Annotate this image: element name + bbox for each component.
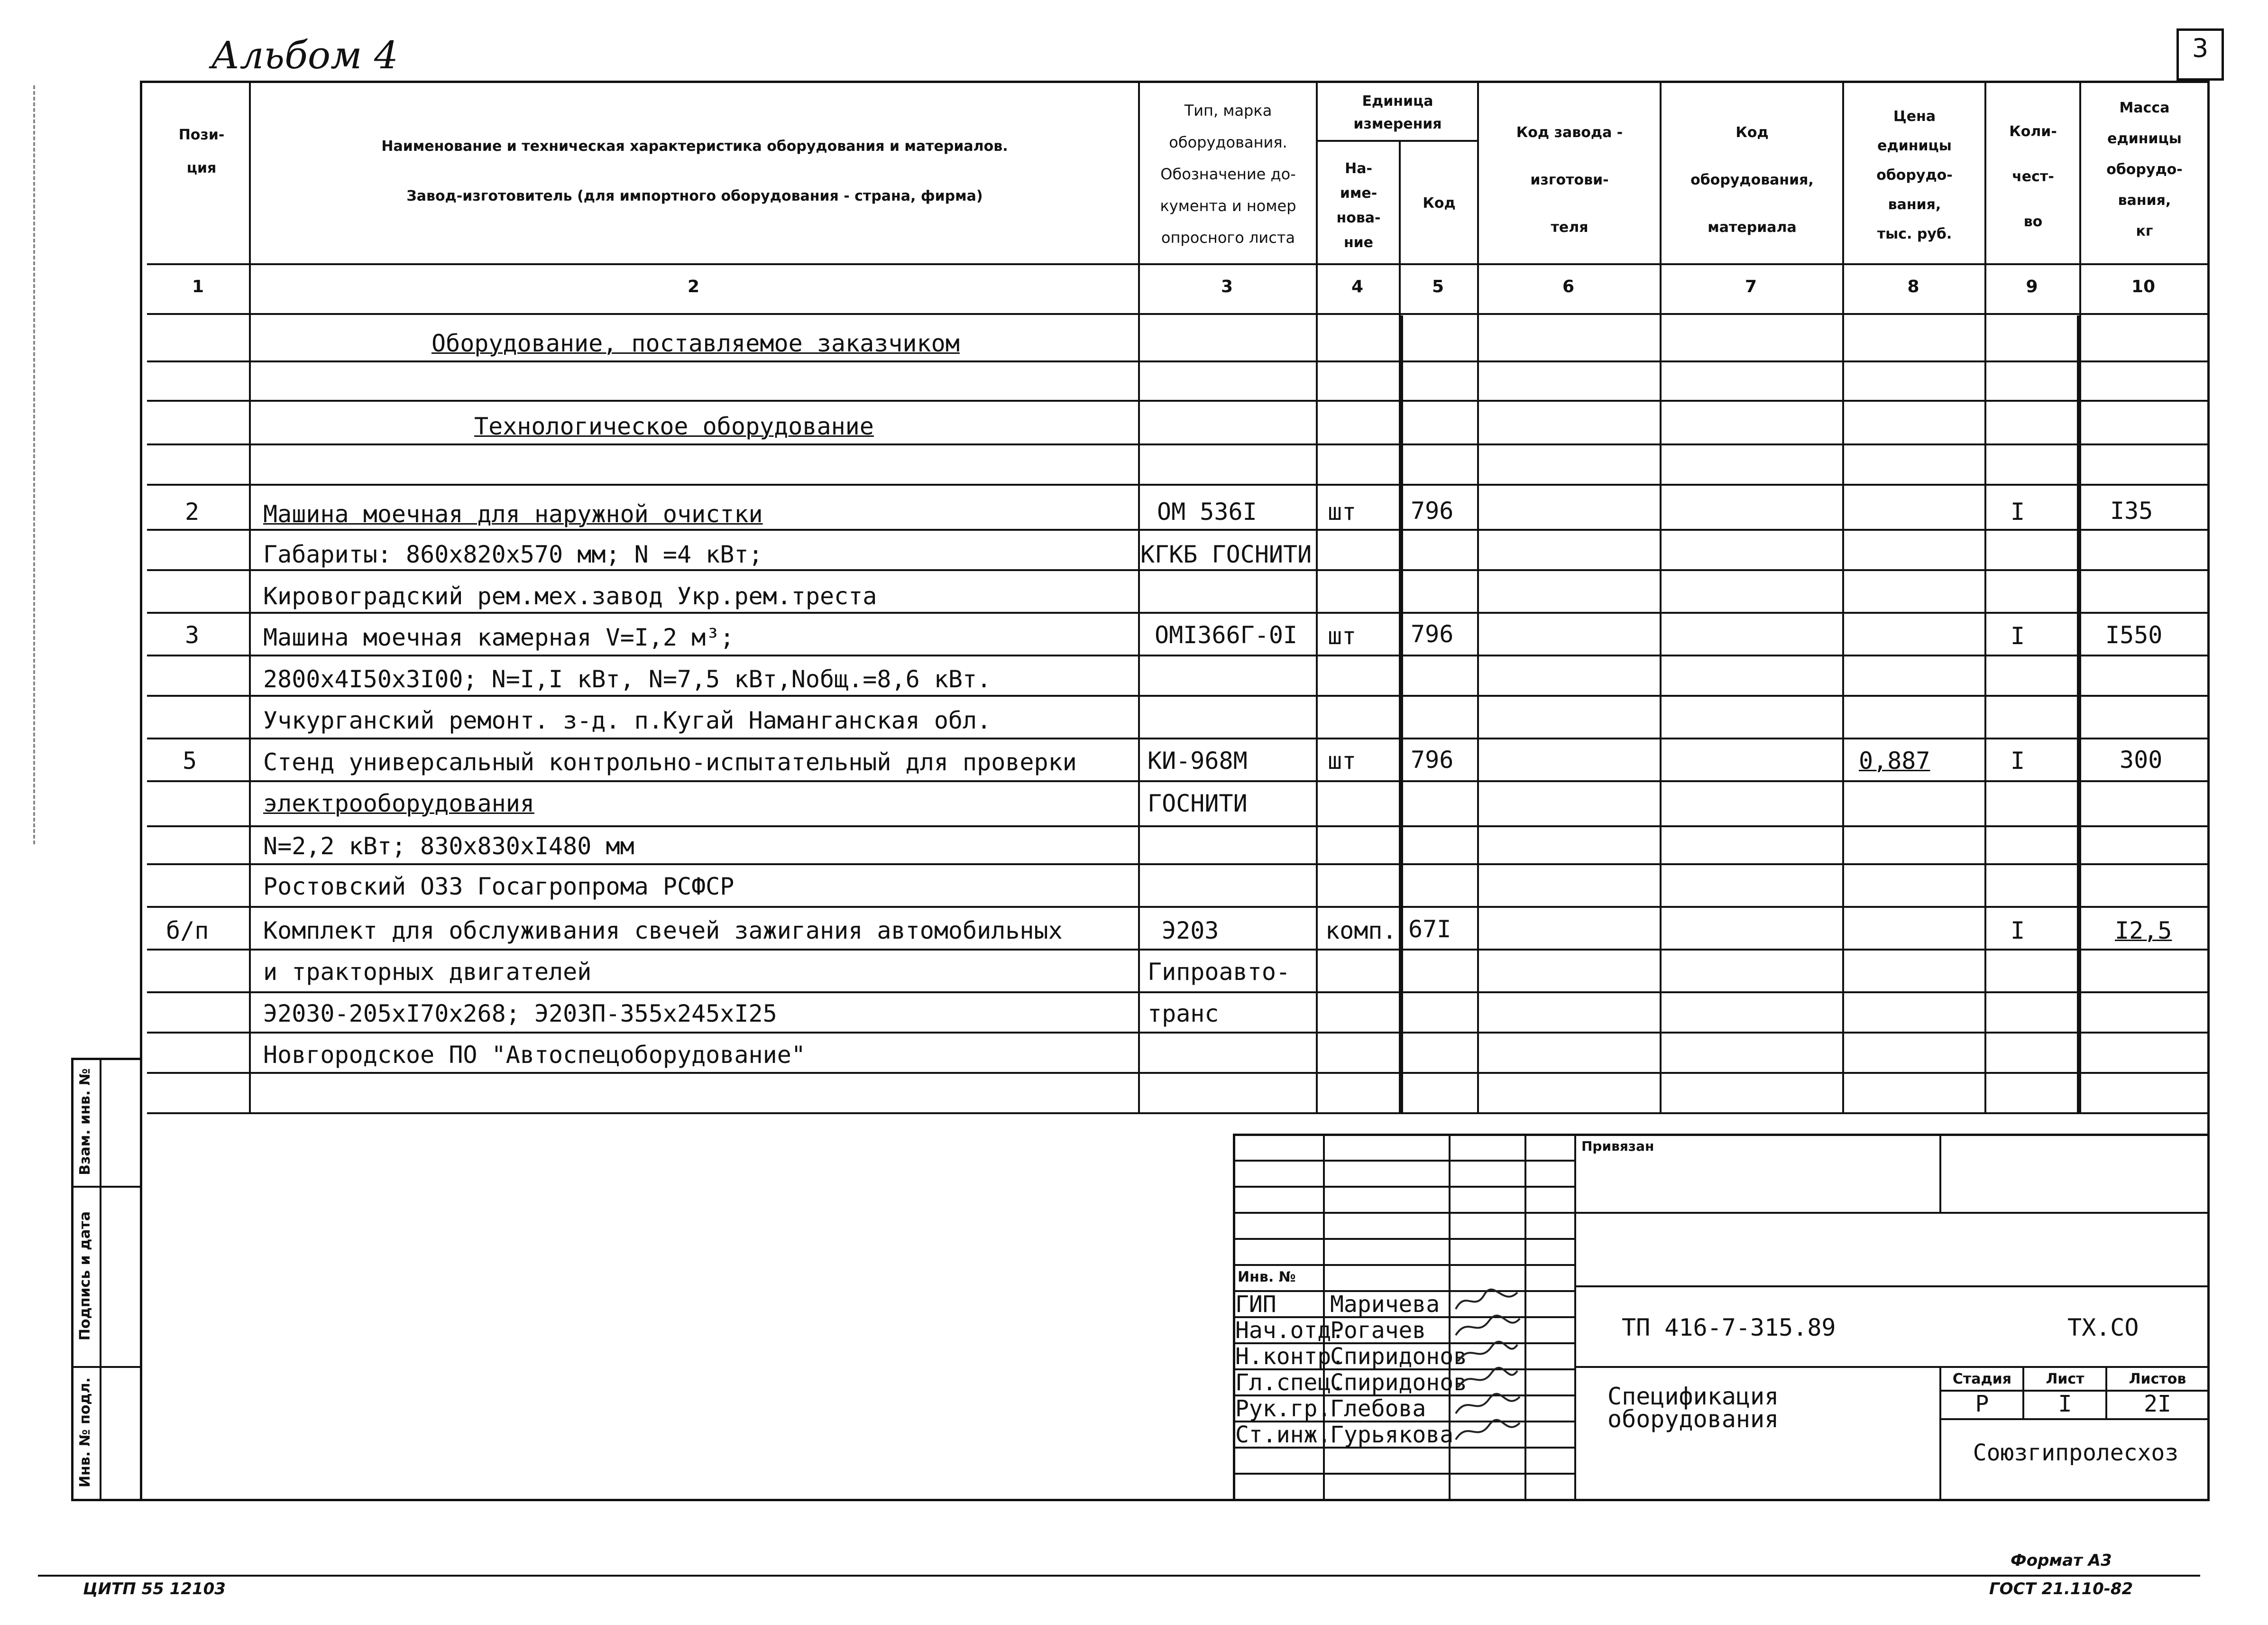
item-type: транс [1148, 1000, 1219, 1027]
header-unit-group: Единица измерения [1353, 93, 1442, 132]
item-qty: I [2011, 917, 2025, 944]
header-mass: Масса единицы оборудо- вания, кг [2106, 100, 2183, 240]
section-title-technological: Технологическое оборудование [474, 413, 874, 440]
item-line: электрооборудования [263, 790, 534, 817]
item-code: 796 [1411, 497, 1454, 525]
stamp-name: Спиридонов [1330, 1369, 1467, 1396]
footer-left: ЦИТП 55 12103 [83, 1579, 226, 1598]
item-line: Э2030-205хI70х268; Э203П-355х245хI25 [263, 1000, 777, 1027]
margin-dashes [33, 85, 37, 844]
item-line: Учкурганский ремонт. з-д. п.Кугай Наманганская обл. [263, 707, 992, 734]
col-num-5: 5 [1432, 277, 1444, 296]
header-pos: Пози- ция [178, 127, 225, 176]
sheet-value: I [2058, 1391, 2072, 1417]
header-unit-name: На- име- нова- ние [1336, 160, 1381, 251]
doc-title: Спецификация оборудования [1607, 1383, 1779, 1433]
item-pos: 3 [185, 621, 200, 649]
stamp-role: Ст.инж. [1235, 1422, 1331, 1448]
stamp-role: ГИП [1235, 1291, 1276, 1318]
org-name: Союзгипролесхоз [1973, 1440, 2179, 1466]
header-name-line1: Наименование и техническая характеристика оборудования и материалов. [381, 138, 1008, 155]
stage-label: Стадия [1952, 1371, 2012, 1387]
side-label-replace-inv: Взам. инв. № [77, 1068, 93, 1175]
stage-value: Р [1975, 1391, 1989, 1417]
item-qty: I [2011, 622, 2025, 650]
item-line: Кировоградский рем.мех.завод Укр.рем.треста [263, 582, 877, 610]
item-line: Машина моечная для наружной очистки [263, 500, 763, 528]
item-type: Гипроавто- [1148, 958, 1291, 986]
item-code: 796 [1411, 620, 1454, 648]
item-line: Ростовский ОЗЗ Госагропрома РСФСР [263, 873, 735, 900]
header-equipment-code: Код оборудования, материала [1690, 124, 1814, 236]
item-code: 67I [1408, 915, 1451, 943]
item-type: ОМ 536I [1157, 498, 1257, 526]
item-line: Новгородское ПО "Автоспецоборудование" [263, 1041, 806, 1069]
stamp-name: Глебова [1330, 1395, 1426, 1422]
col-num-7: 7 [1745, 277, 1757, 296]
col-num-9: 9 [2026, 277, 2038, 296]
header-price: Цена единицы оборудо- вания, тыс. руб. [1876, 108, 1953, 242]
col-num-3: 3 [1221, 277, 1233, 296]
stamp-role: Гл.спец. [1235, 1369, 1345, 1396]
header-type: Тип, марка оборудования. Обозначение до- кумента и номер опросного листа [1160, 102, 1296, 247]
stamp-role: Н.контр. [1235, 1343, 1345, 1370]
sheets-label: Листов [2129, 1371, 2186, 1387]
signatures [1451, 1288, 1527, 1449]
item-type: КИ-968М [1148, 747, 1248, 775]
item-type: ОМI366Г-0I [1155, 621, 1298, 649]
item-line: Габариты: 860х820х570 мм; N =4 кВт; [263, 541, 763, 568]
side-label-signature-date: Подпись и дата [77, 1211, 93, 1341]
item-pos: 2 [185, 498, 200, 526]
item-type: Э203 [1162, 917, 1219, 944]
header-qty: Коли- чест- во [2009, 123, 2057, 230]
inv-no-label: Инв. № [1238, 1269, 1296, 1285]
item-code: 796 [1411, 746, 1454, 774]
item-line: Стенд универсальный контрольно-испытательный для проверки [263, 748, 1077, 776]
header-factory-code: Код завода - изготови- теля [1516, 124, 1623, 236]
col-num-8: 8 [1907, 277, 1919, 296]
stamp-name: Маричева [1330, 1291, 1440, 1318]
page-number: 3 [2192, 33, 2209, 63]
item-type: ГОСНИТИ [1148, 790, 1248, 817]
col-num-10: 10 [2131, 277, 2156, 296]
header-unit-code: Код [1423, 195, 1456, 212]
format-label: Формат А3 [2011, 1551, 2112, 1570]
sheets-value: 2I [2144, 1391, 2171, 1417]
item-unit: шт [1328, 747, 1357, 775]
col-num-2: 2 [687, 277, 700, 296]
item-mass: I2,5 [2115, 917, 2172, 944]
item-mass: I35 [2110, 497, 2153, 525]
item-unit: комп. [1325, 917, 1397, 944]
footer-right: ГОСТ 21.110-82 [1989, 1579, 2133, 1598]
item-line: и тракторных двигателей [263, 958, 592, 986]
item-line: Комплект для обслуживания свечей зажигания автомобильных [263, 917, 1063, 944]
item-pos: б/п [166, 917, 209, 944]
col-num-1: 1 [192, 277, 204, 296]
section-title-customer: Оборудование, поставляемое заказчиком [432, 330, 960, 357]
item-pos: 5 [183, 747, 197, 775]
item-mass: 300 [2120, 746, 2163, 774]
stamp-name: Спиридонов [1330, 1343, 1467, 1370]
item-mass: I550 [2105, 621, 2163, 649]
stamp-name: Рогачев [1330, 1317, 1426, 1344]
item-price: 0,887 [1859, 747, 1930, 775]
sheet-label: Лист [2046, 1371, 2084, 1387]
stamp-name: Гурьякова [1330, 1422, 1454, 1448]
col-num-4: 4 [1351, 277, 1364, 296]
doc-code: ТП 416-7-315.89 [1622, 1314, 1836, 1341]
doc-suffix: ТХ.СО [2067, 1314, 2139, 1341]
item-line: Машина моечная камерная V=I,2 м³; [263, 624, 735, 651]
stamp-role: Рук.гр. [1235, 1395, 1331, 1422]
stamp-role: Нач.отд. [1235, 1317, 1345, 1344]
item-type: КГКБ ГОСНИТИ [1140, 541, 1312, 568]
privyazan-label: Привязан [1581, 1138, 1654, 1154]
header-name-line2: Завод-изготовитель (для импортного оборудования - страна, фирма) [406, 188, 983, 204]
item-unit: шт [1328, 622, 1357, 650]
album-label: Альбом 4 [211, 33, 398, 77]
item-qty: I [2011, 747, 2025, 775]
item-line: N=2,2 кВт; 830х830хI480 мм [263, 832, 634, 860]
item-qty: I [2011, 498, 2025, 526]
item-line: 2800х4I50х3I00; N=I,I кВт, N=7,5 кВт,Nобщ.=8,6 кВт. [263, 665, 992, 693]
col-num-6: 6 [1562, 277, 1575, 296]
item-unit: шт [1328, 498, 1357, 526]
side-label-inv-orig: Инв. № подл. [77, 1377, 93, 1488]
